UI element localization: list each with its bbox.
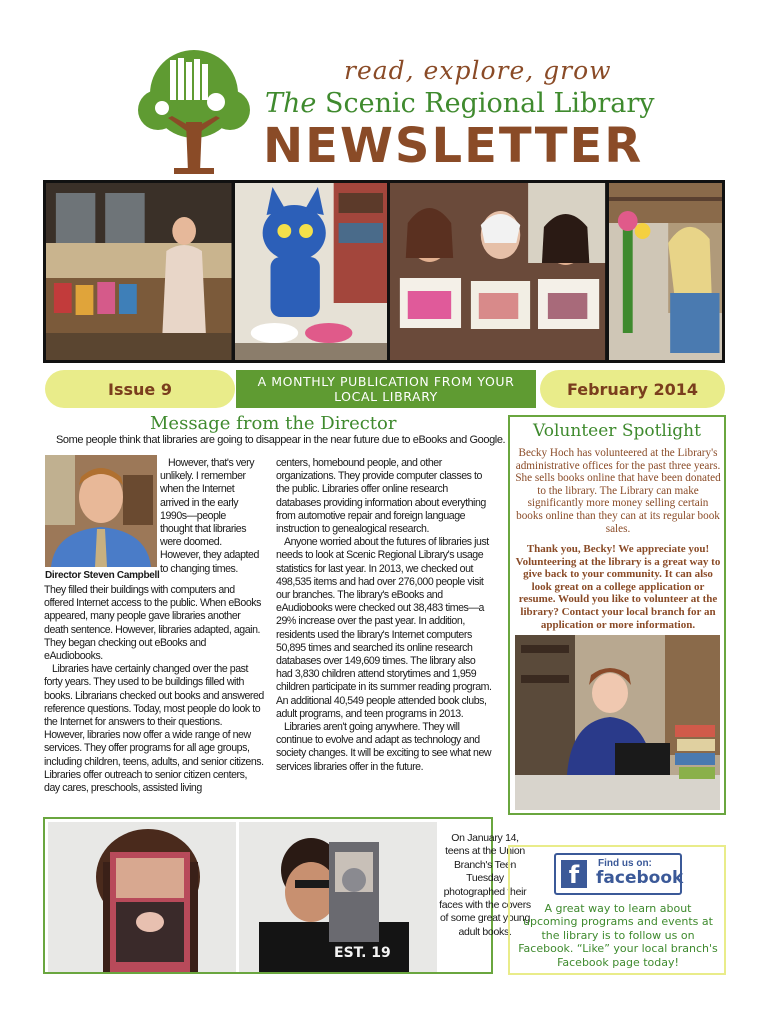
paragraph: Libraries have certainly changed over the past forty years. They used to be buildings filled with books. Librarians checked out books and answered reference questions. Today, most people do look to the Internet for answers to their questions. However, libraries now offer a wide range of new services. They offer programs for all age groups, including children, teens, adults, and senior citizens. Libraries offer outreach to senior citizen centers, day cares, preschools, assisted living [44, 663, 264, 795]
issue-number: Issue 9 [45, 370, 235, 408]
article-column-2 [276, 457, 494, 774]
issue-date: February 2014 [540, 370, 725, 408]
teen-photo-2 [239, 822, 437, 972]
paragraph: Libraries aren't going anywhere. They will continue to evolve and adapt as technology and society changes. It will be exciting to see what new services libraries offer in the future. [276, 721, 492, 773]
facebook-badge[interactable] [554, 853, 682, 895]
teen-photo-1 [48, 822, 236, 972]
photo-strip [43, 180, 725, 363]
article-column-1-top [160, 457, 260, 576]
article-column-1 [44, 584, 264, 795]
volunteer-body: Becky Hoch has volunteered at the Library's administrative offices for the past three years. She sells books online that have been donated to the library. The Library can make significantly more money selling certain books online than they can at its regular book sales. [515, 447, 721, 535]
photo-pete-the-cat [235, 183, 388, 360]
volunteer-spotlight [508, 415, 726, 815]
shirt-print: EST. 19 [334, 945, 391, 961]
library-tree-logo [138, 50, 250, 176]
newsletter-title: NEWSLETTER [263, 118, 644, 174]
paragraph: Anyone worried about the futures of libraries just needs to look at Scenic Regional Library's usage statistics for last year. In 2013, we checked out 498,535 items and had over 276,000 people visit our branches. The library's eBooks and eAudiobooks were checked out 38,483 times—a 29% increase over the past year. In addition, residents used the library's Internet computers 50,895 times and searched its online research databases over 149,609 times. The library also had 3,830 children attend storytimes and 1,959 children participate in its summer reading program. An additional 40,549 people attended book clubs, adult programs, and teen programs in 2013. [276, 536, 492, 720]
facebook-f-icon: f [561, 860, 587, 888]
paragraph: However, that's very unlikely. I remember when the Internet arrived in the early 1990s—people thought that libraries were doomed. However, they adapted to changing times. [160, 457, 259, 575]
article-lead: Some people think that libraries are going to disappear in the near future due to eBooks and Google. [56, 434, 506, 446]
volunteer-photo [515, 635, 720, 810]
library-name-prefix: The [265, 88, 317, 119]
director-photo [45, 455, 157, 567]
paragraph: centers, homebound people, and other organizations. They provide computer classes to the public. Libraries offer online research databases providing information about everything from automotive repair and foreign language instruction to genealogical research. [276, 457, 486, 536]
volunteer-title: Volunteer Spotlight [533, 421, 701, 441]
library-name-text: Scenic Regional Library [324, 88, 655, 119]
facebook-text: A great way to learn about upcoming programs and events at the library is to follow us on Facebook. “Like” your local branch's Facebook page today! [518, 902, 718, 969]
photo-storyteller [46, 183, 232, 360]
paragraph: They filled their buildings with computers and offered Internet access to the public. When eBooks appeared, many people gave libraries another death sentence. However, libraries adapted, again. They began checking out eBooks and eAudiobooks. [44, 584, 261, 663]
publication-banner: A MONTHLY PUBLICATION FROM YOUR LOCAL LIBRARY [236, 370, 536, 408]
facebook-box [508, 845, 726, 975]
volunteer-thanks: Thank you, Becky! We appreciate you! Volunteering at the library is a great way to give back to your community. It can also look great on a college application or resume. Would you like to volunteer at the library? Contact your local branch for an application or more information. [515, 543, 721, 631]
tagline: read, explore, grow [344, 56, 612, 85]
photo-art-class [390, 183, 605, 360]
director-caption: Director Steven Campbell [45, 570, 160, 581]
facebook-wordmark: facebook [596, 868, 684, 888]
photo-reader-shelves [609, 183, 722, 360]
teens-caption: On January 14, teens at the Union Branch's Teen Tuesday photographed their faces with the covers of some great young adult books. [439, 832, 531, 938]
library-name [265, 88, 655, 119]
article-title: Message from the Director [150, 413, 397, 434]
facebook-find-label: Find us on: [598, 858, 652, 869]
teens-photo-box [43, 817, 531, 974]
